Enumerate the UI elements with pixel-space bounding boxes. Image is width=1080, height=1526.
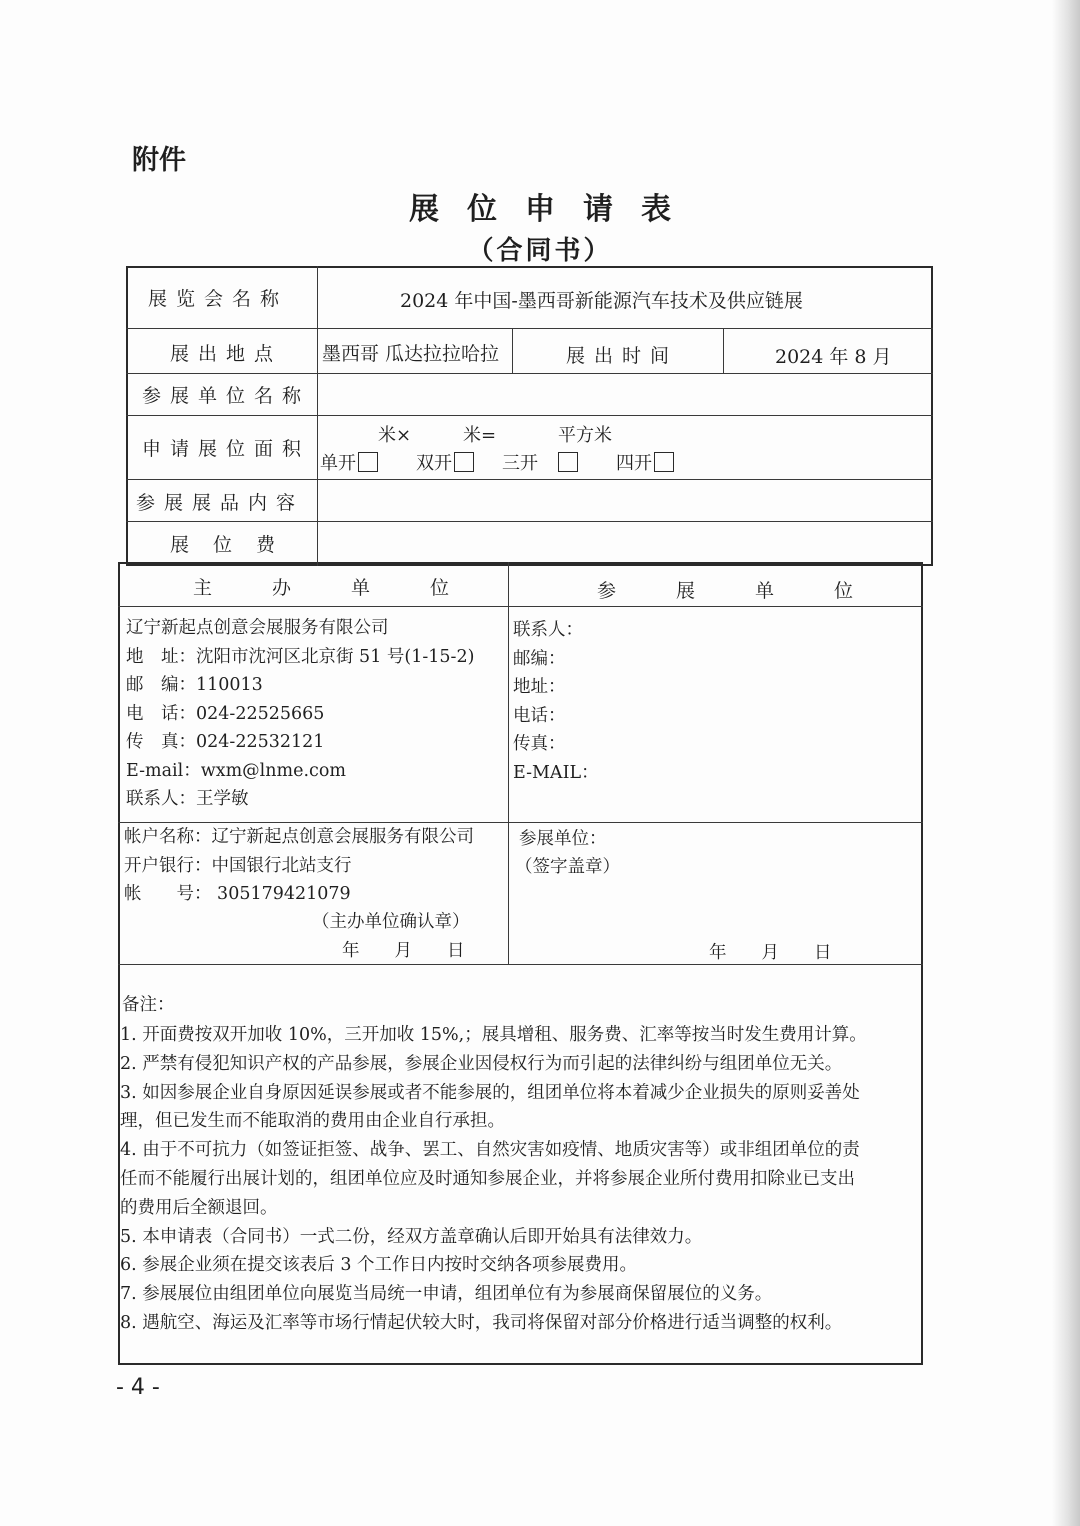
booth-triple-checkbox[interactable]: [558, 452, 578, 472]
note-line: 6. 参展企业须在提交该表后 3 个工作日内按时交纳各项参展费用。: [120, 1255, 638, 1276]
note-line: 4. 由于不可抗力（如签证拒签、战争、罢工、自然灾害如疫情、地质灾害等）或非组团单位的责: [120, 1140, 860, 1161]
booth-quad-checkbox[interactable]: [654, 452, 674, 472]
notes-title: 备注：: [122, 995, 175, 1015]
column-divider: [508, 562, 509, 964]
note-line: 7. 参展展位由组团单位向展览当局统一申请，组团单位有为参展商保留展位的义务。: [120, 1284, 773, 1305]
organizer-bank-info: [124, 823, 474, 909]
exhibitor-header: 参展单位: [597, 580, 914, 602]
note-line: 理，但已发生而不能取消的费用由企业自行承担。: [120, 1111, 505, 1132]
page-number: - 4 -: [116, 1375, 160, 1400]
column-divider: [512, 328, 513, 373]
organizer-email: E-mail：wxm@lnme.com: [126, 760, 346, 781]
note-line: 任而不能履行出展计划的，组团单位应及时通知参展企业，并将参展企业所付费用扣除业已支出: [120, 1168, 855, 1189]
booth-single-option[interactable]: [320, 449, 378, 475]
exhibitor-date: 年 月 日: [709, 943, 832, 963]
row-divider: [126, 521, 933, 522]
row-divider: [126, 373, 933, 374]
note-line: 的费用后全额退回。: [120, 1197, 278, 1218]
column-divider: [317, 266, 318, 566]
area-meter-2: 米=: [463, 425, 497, 446]
exhibitor-fax-field[interactable]: 传真：: [513, 734, 566, 754]
form-subtitle: （合同书）: [467, 236, 613, 266]
organizer-details: [126, 614, 474, 814]
booth-fee-label: 展位费: [170, 534, 300, 556]
organizer-phone: 电 话：024-22525665: [126, 703, 325, 724]
organizer-name: 辽宁新起点创意会展服务有限公司: [126, 618, 389, 638]
column-divider: [723, 328, 724, 373]
exhibitor-unit-label: 参展单位：: [519, 829, 607, 849]
exhibitor-contact-field[interactable]: 联系人：: [513, 620, 583, 640]
area-square-meters: 平方米: [558, 425, 612, 446]
booth-double-label: 双开: [416, 453, 452, 474]
note-line: 5. 本申请表（合同书）一式二份，经双方盖章确认后即开始具有法律效力。: [120, 1226, 703, 1247]
organizer-postcode: 邮 编：110013: [126, 675, 263, 695]
area-label: 申请展位面积: [142, 438, 311, 460]
products-label: 参展展品内容: [136, 492, 305, 514]
row-divider: [126, 479, 933, 480]
company-label: 参展单位名称: [142, 385, 311, 407]
booth-quad-option[interactable]: [616, 449, 674, 475]
organizer-seal-label: （主办单位确认章）: [312, 912, 470, 932]
booth-single-label: 单开: [320, 453, 356, 474]
exhibitor-email-field[interactable]: E-MAIL：: [513, 762, 599, 783]
note-line: 8. 遇航空、海运及汇率等市场行情起伏较大时，我司将保留对部分价格进行适当调整的权利。: [120, 1312, 843, 1333]
location-label: 展出地点: [170, 343, 283, 365]
account-name: 帐户名称：辽宁新起点创意会展服务有限公司: [124, 827, 474, 847]
organizer-address: 地 址：沈阳市沈河区北京街 51 号(1-15-2): [126, 646, 475, 667]
row-divider: [118, 606, 923, 607]
exhibitor-sign-label: （签字盖章）: [515, 857, 620, 877]
area-meter-1: 米×: [378, 425, 412, 446]
note-line: 1. 开面费按双开加收 10%，三开加收 15%,；展具增租、服务费、汇率等按当时发生费用计算。: [120, 1025, 867, 1045]
note-line: 2. 严禁有侵犯知识产权的产品参展，参展企业因侵权行为而引起的法律纠纷与组团单位无关。: [120, 1053, 843, 1074]
exhibition-name-label: 展览会名称: [148, 288, 289, 310]
location-value: 墨西哥 瓜达拉拉哈拉: [322, 343, 500, 365]
notes-list: [120, 1021, 867, 1338]
note-line: 3. 如因参展企业自身原因延误参展或者不能参展的，组团单位将本着减少企业损失的原则妥善处: [120, 1082, 860, 1103]
booth-double-option[interactable]: [416, 449, 474, 475]
form-title: 展位申请表: [409, 192, 699, 227]
organizer-header: 主办单位: [193, 577, 510, 599]
booth-double-checkbox[interactable]: [454, 452, 474, 472]
booth-triple-option[interactable]: [502, 449, 578, 475]
booth-triple-label: 三开: [502, 453, 538, 474]
row-divider: [126, 415, 933, 416]
time-label: 展出时间: [566, 345, 679, 367]
attachment-label: 附件: [132, 145, 186, 176]
exhibitor-phone-field[interactable]: 电话：: [513, 705, 566, 726]
exhibitor-details: [513, 616, 599, 787]
page-edge-shadow: [1052, 0, 1080, 1526]
organizer-date: 年 月 日: [342, 941, 465, 961]
organizer-contact: 联系人：王学敏: [126, 789, 249, 809]
organizer-fax: 传 真：024-22532121: [126, 732, 325, 752]
booth-single-checkbox[interactable]: [358, 452, 378, 472]
exhibitor-postcode-field[interactable]: 邮编：: [513, 648, 566, 669]
exhibition-name-value: 2024 年中国-墨西哥新能源汽车技术及供应链展: [400, 290, 803, 312]
exhibitor-address-field[interactable]: 地址：: [513, 677, 566, 697]
account-number: 帐 号： 305179421079: [124, 884, 351, 904]
booth-quad-label: 四开: [616, 453, 652, 474]
bank-name: 开户银行：中国银行北站支行: [124, 855, 352, 876]
time-value: 2024 年 8 月: [775, 346, 892, 368]
row-divider: [126, 328, 933, 329]
